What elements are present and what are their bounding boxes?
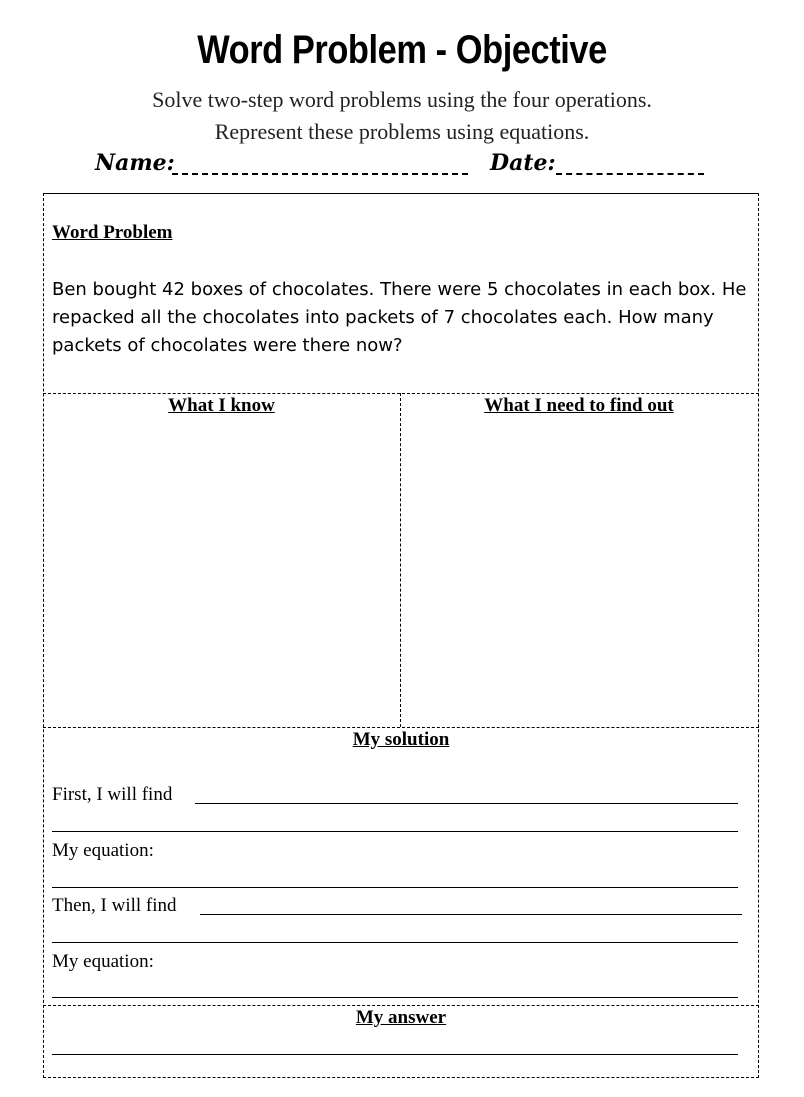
solution-heading: My solution	[352, 729, 450, 750]
date-field[interactable]	[556, 173, 704, 175]
what-i-need-area[interactable]	[404, 420, 754, 720]
subtitle-line-1: Solve two-step word problems using the four operations.	[152, 87, 652, 112]
name-field[interactable]	[172, 173, 468, 175]
box-top-border	[43, 193, 759, 194]
column-divider	[400, 393, 401, 727]
then-label: Then, I will find	[52, 895, 177, 916]
what-i-know-area[interactable]	[46, 420, 396, 720]
first-answer-line[interactable]	[195, 803, 738, 804]
divider	[43, 393, 759, 394]
then-answer-line[interactable]	[200, 914, 742, 915]
date-label: Date:	[490, 150, 556, 176]
what-i-know-heading: What I know	[168, 395, 275, 416]
equation-1-line[interactable]	[52, 887, 738, 888]
name-label: Name:	[95, 150, 175, 176]
first-label: First, I will find	[52, 784, 173, 805]
what-i-need-heading: What I need to find out	[484, 395, 674, 416]
answer-heading: My answer	[355, 1007, 447, 1028]
problem-heading: Word Problem	[52, 222, 173, 243]
divider	[43, 1005, 759, 1006]
equation-1-label: My equation:	[52, 840, 154, 861]
subtitle-line-2: Represent these problems using equations.	[214, 119, 590, 144]
problem-text: Ben bought 42 boxes of chocolates. There were 5 chocolates in each box. He repacked all the chocolates into packets of 7 chocolates each. How many packets of chocolates were there now?	[52, 279, 747, 356]
equation-2-label: My equation:	[52, 951, 154, 972]
box-bottom-border	[43, 1077, 759, 1078]
answer-line[interactable]	[52, 942, 738, 943]
divider	[43, 727, 759, 728]
equation-2-line[interactable]	[52, 997, 738, 998]
answer-line[interactable]	[52, 831, 738, 832]
page-title: Word Problem - Objective	[197, 28, 607, 72]
box-right-border	[758, 193, 759, 1078]
answer-line[interactable]	[52, 1054, 738, 1055]
box-left-border	[43, 193, 44, 1078]
